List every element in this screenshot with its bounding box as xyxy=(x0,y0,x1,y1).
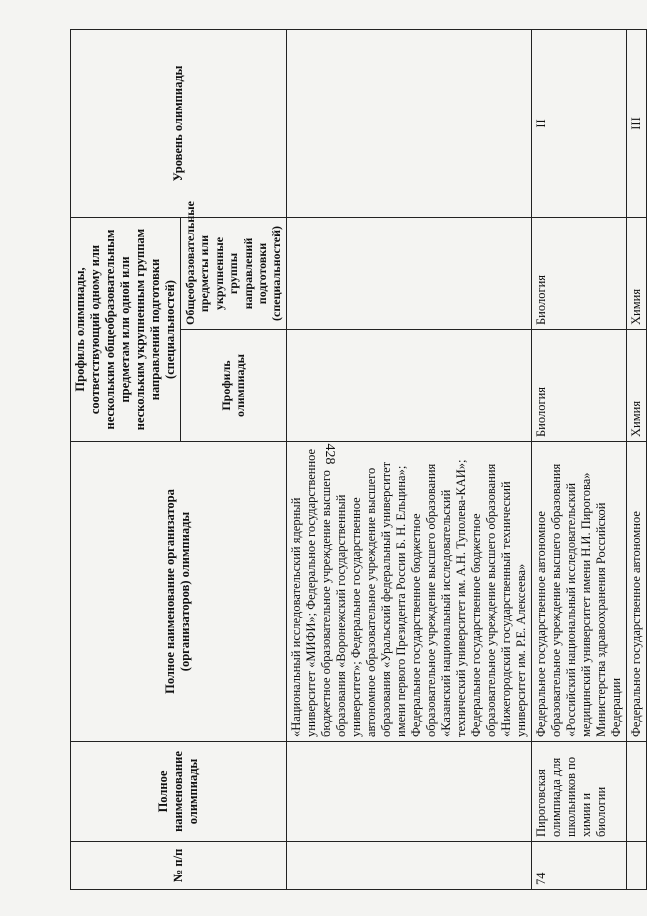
rotated-table-wrapper xyxy=(70,30,643,890)
olympiad-table xyxy=(70,29,647,890)
row-subjects: Биология xyxy=(531,217,626,329)
row-profile xyxy=(286,330,531,442)
row-num xyxy=(626,842,646,890)
header-profile: Профиль олимпиады xyxy=(181,330,287,442)
page-number: 428 xyxy=(322,443,337,465)
row-profile: Биология xyxy=(531,330,626,442)
row-olympiad-name xyxy=(286,742,531,842)
row-num: 74 xyxy=(531,842,626,890)
header-level: Уровень олимпиады xyxy=(71,29,287,217)
header-num: № п/п xyxy=(71,842,287,890)
row-subjects: Химия xyxy=(626,217,646,329)
row-olympiad-name: Пироговская олимпиада для школьников по химии и биологии xyxy=(531,742,626,842)
table-row xyxy=(286,29,531,889)
row-level: III xyxy=(626,29,646,217)
header-olympiad-name: Полное наименование олимпиады xyxy=(71,742,287,842)
header-profile-group: Профиль олимпиады, соответствующий одному или нескольким общеобразовательным предметам или одной или нескольким укрупненным группам направлений подготовки (специальностей) xyxy=(71,217,181,441)
row-level xyxy=(286,29,531,217)
header-organizer: Полное наименование организатора (организаторов) олимпиады xyxy=(71,442,287,742)
row-organizer: Федеральное государственное автономное образовательное учреждение высшего образования «Российский национальный исследовательский медицинский университет имени Н.И. Пирогова» Министерства здравоохранения Российской Федерации xyxy=(531,442,626,742)
row-olympiad-name xyxy=(626,742,646,842)
header-subjects: Общеобразовательные предметы или укрупненные группы направлений подготовки (специальностей) xyxy=(181,217,287,329)
row-organizer: «Национальный исследовательский ядерный университет «МИФИ»; Федеральное государственное бюджетное образовательное учреждение высшего образования «Воронежский государственный университет»; Федеральное государственное автономное образовательное учреждение высшего образования «Уральский федеральный университет имени первого Президента России Б. Н. Ельцина»; Федеральное государственное бюджетное образовательное учреждение высшего образования «Казанский национальный исследовательский технический университет им. А.Н. Туполева-КАИ»; Федеральное государственное бюджетное образовательное учреждение высшего образования «Нижегородский государственный технический университет им. Р.Е. Алексеева» xyxy=(286,442,531,742)
row-num xyxy=(286,842,531,890)
row-subjects xyxy=(286,217,531,329)
row-level: II xyxy=(531,29,626,217)
table-row xyxy=(531,29,626,889)
table-row xyxy=(626,29,646,889)
row-profile: Химия xyxy=(626,330,646,442)
row-organizer: Федеральное государственное автономное xyxy=(626,442,646,742)
